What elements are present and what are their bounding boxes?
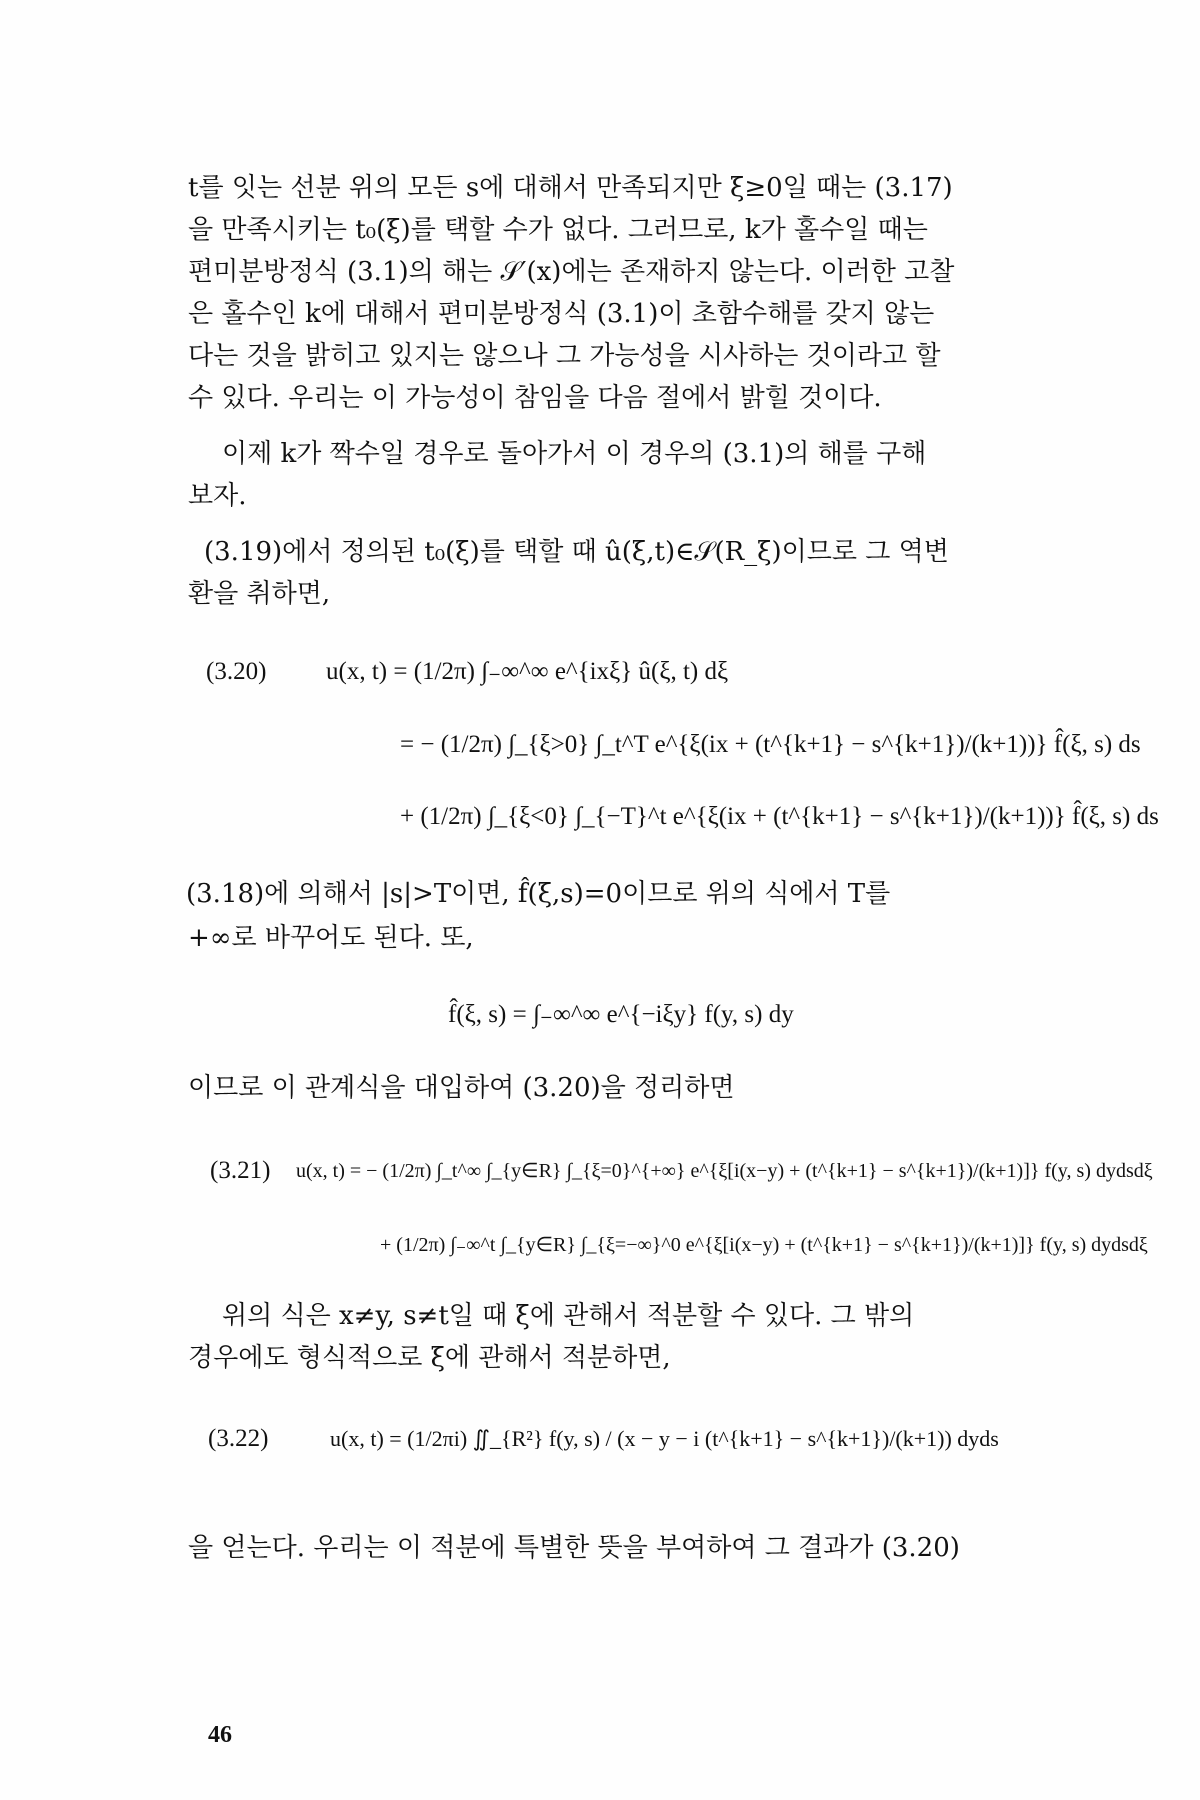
text-line: 경우에도 형식적으로 ξ에 관해서 적분하면, (188, 1343, 671, 1373)
text-line: t를 잇는 선분 위의 모든 s에 대해서 만족되지만 ξ≥0일 때는 (3.17) (188, 173, 953, 203)
equation-line: + (1/2π) ∫₋∞^t ∫_{y∈R} ∫_{ξ=−∞}^0 e^{ξ[i(x−y) + (t^{k+1} − s^{k+1})/(k+1)]} f(y, s) dydsdξ (380, 1234, 1148, 1256)
equation-number: (3.22) (208, 1425, 269, 1452)
text-line: 이므로 이 관계식을 대입하여 (3.20)을 정리하면 (188, 1073, 735, 1103)
equation-line: u(x, t) = (1/2π) ∫₋∞^∞ e^{ixξ} û(ξ, t) dξ (326, 658, 729, 685)
equation-number: (3.20) (206, 658, 267, 685)
text-line: 을 만족시키는 t₀(ξ)를 택할 수가 없다. 그러므로, k가 홀수일 때는 (188, 215, 928, 245)
equation-line: + (1/2π) ∫_{ξ<0} ∫_{−T}^t e^{ξ(ix + (t^{k+1} − s^{k+1})/(k+1))} f̂(ξ, s) ds (400, 803, 1159, 830)
text-line: 이제 k가 짝수일 경우로 돌아가서 이 경우의 (3.1)의 해를 구해 (222, 439, 927, 469)
equation-line: u(x, t) = − (1/2π) ∫_t^∞ ∫_{y∈R} ∫_{ξ=0}^{+∞} e^{ξ[i(x−y) + (t^{k+1} − s^{k+1})/(k+1)]} f(y, s) dydsdξ (296, 1160, 1153, 1182)
text-line: 위의 식은 x≠y, s≠t일 때 ξ에 관해서 적분할 수 있다. 그 밖의 (222, 1301, 915, 1331)
text-line: 보자. (188, 481, 247, 511)
page-number: 46 (208, 1722, 232, 1748)
text-line: (3.18)에 의해서 |s|>T이면, f̂(ξ,s)=0이므로 위의 식에서 T를 (186, 879, 891, 909)
equation-line: f̂(ξ, s) = ∫₋∞^∞ e^{−iξy} f(y, s) dy (448, 1001, 794, 1028)
text-line: 환을 취하면, (188, 579, 331, 609)
text-line: +∞로 바꾸어도 된다. 또, (188, 923, 474, 953)
text-line: 을 얻는다. 우리는 이 적분에 특별한 뜻을 부여하여 그 결과가 (3.20) (188, 1533, 960, 1563)
equation-number: (3.21) (210, 1157, 271, 1184)
text-line: 편미분방정식 (3.1)의 해는 𝒮′(x)에는 존재하지 않는다. 이러한 고찰 (188, 257, 955, 287)
text-line: 은 홀수인 k에 대해서 편미분방정식 (3.1)이 초함수해를 갖지 않는 (188, 299, 935, 329)
equation-line: u(x, t) = (1/2πi) ∬_{R²} f(y, s) / (x − y − i (t^{k+1} − s^{k+1})/(k+1)) dyds (330, 1426, 999, 1451)
equation-line: = − (1/2π) ∫_{ξ>0} ∫_t^T e^{ξ(ix + (t^{k+1} − s^{k+1})/(k+1))} f̂(ξ, s) ds (400, 731, 1141, 758)
text-line: (3.19)에서 정의된 t₀(ξ)를 택할 때 û(ξ,t)∈𝒮(R_ξ)이므로 그 역변 (204, 537, 949, 567)
text-line: 다는 것을 밝히고 있지는 않으나 그 가능성을 시사하는 것이라고 할 (188, 341, 941, 371)
text-line: 수 있다. 우리는 이 가능성이 참임을 다음 절에서 밝힐 것이다. (188, 383, 882, 413)
